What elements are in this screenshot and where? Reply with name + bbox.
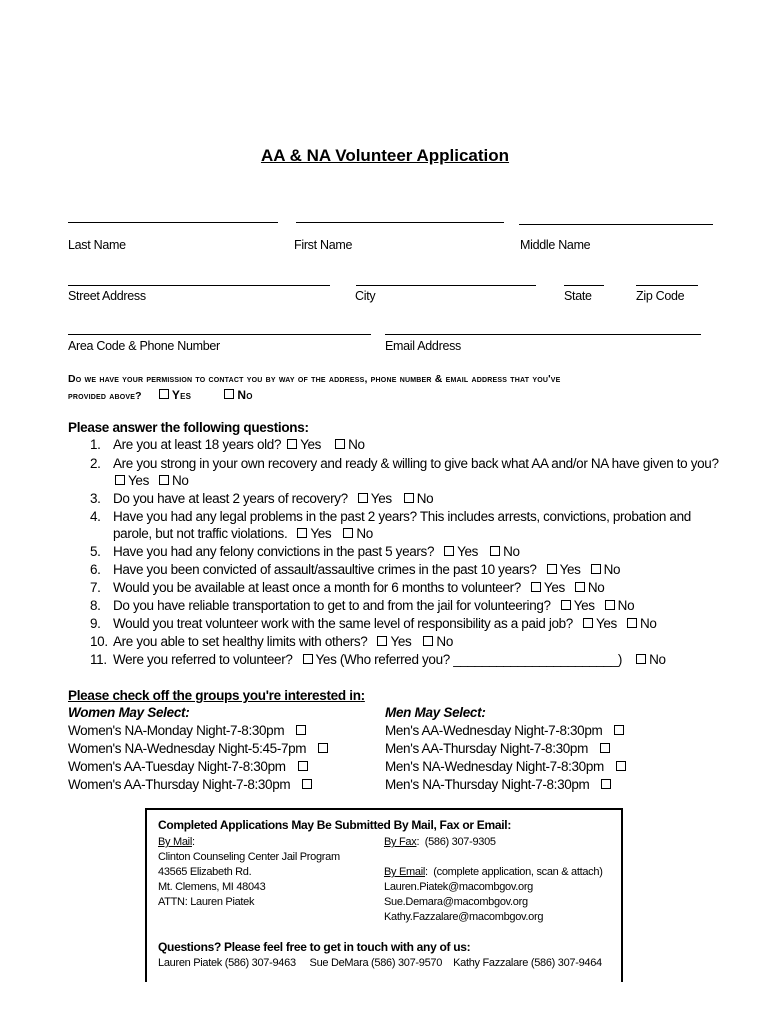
q10-yes-checkbox[interactable] [377,636,387,646]
question-text: Are you able to set healthy limits with others? [113,634,368,649]
yes-label: Yes [310,526,332,541]
q2-no-checkbox[interactable] [159,475,169,485]
question-number: 7. [90,580,101,595]
last-name-label: Last Name [68,238,126,252]
question-number: 1. [90,437,101,452]
email-link[interactable]: Kathy.Fazzalare@macombgov.org [384,911,544,923]
q5-no-checkbox[interactable] [490,546,500,556]
q1-no-checkbox[interactable] [335,439,345,449]
women-aa-tuesday-checkbox[interactable] [298,761,308,771]
women-na-monday-checkbox[interactable] [296,725,306,735]
women-group-item: Women's AA-Thursday Night-7-8:30pm [68,777,315,792]
q1-yes-checkbox[interactable] [287,439,297,449]
fax-info: By Fax: (586) 307-9305 [384,836,496,848]
q9-yes-checkbox[interactable] [583,618,593,628]
q5-yes-checkbox[interactable] [444,546,454,556]
question-text: Do you have reliable transportation to get to and from the jail for volunteering? [113,598,551,613]
fax-number: (586) 307-9305 [424,836,496,848]
question-text: Have you had any felony convictions in the past 5 years? [113,544,435,559]
question-4-continued [113,526,373,541]
men-na-wednesday-checkbox[interactable] [616,761,626,771]
yes-label: Yes [128,473,149,488]
q3-yes-checkbox[interactable] [358,493,368,503]
men-heading: Men May Select: [385,705,486,720]
mail-line: ATTN: Lauren Piatek [158,896,255,908]
no-label: No [587,580,605,595]
men-aa-thursday-checkbox[interactable] [600,743,610,753]
women-na-wednesday-checkbox[interactable] [318,743,328,753]
city-field[interactable] [356,285,536,286]
yes-label: Yes [370,491,392,506]
no-label: No [503,544,520,559]
no-label: No [348,437,365,452]
women-heading: Women May Select: [68,705,190,720]
men-aa-wednesday-checkbox[interactable] [614,725,624,735]
first-name-label: First Name [294,238,353,252]
questions-contact-heading: Questions? Please feel free to get in touch with any of us: [158,940,471,954]
submission-box [145,808,623,982]
question-text: parole, but not traffic violations. [113,526,288,541]
permission-no-checkbox[interactable] [224,389,234,399]
permission-line-1: Do we have your permission to contact you by way of the address, phone number & email address that you've [68,373,561,385]
city-label: City [355,289,376,303]
women-group-item: Women's AA-Tuesday Night-7-8:30pm [68,759,311,774]
question-10 [90,634,453,649]
no-label: No [603,562,621,577]
question-number: 9. [90,616,101,631]
question-4 [90,509,691,524]
question-1 [90,437,365,452]
no-label: No [639,616,657,631]
question-text: Are you strong in your own recovery and ready & willing to give back what AA and/or NA have given to you? [113,456,719,471]
yes-label: Yes [595,616,617,631]
question-number: 8. [90,598,101,613]
permission-line-2: provided above? [68,390,142,402]
q8-no-checkbox[interactable] [605,600,615,610]
permission-no-label: No [237,388,253,402]
zip-code-label: Zip Code [636,289,685,303]
question-5 [90,544,520,559]
mail-line: Clinton Counseling Center Jail Program [158,851,340,863]
yes-label: Yes [543,580,565,595]
q7-yes-checkbox[interactable] [531,582,541,592]
question-text: Would you treat volunteer work with the same level of responsibility as a paid job? [113,616,573,631]
email-link[interactable]: Lauren.Piatek@macombgov.org [384,881,533,893]
permission-question [68,371,718,404]
women-group-item: Women's NA-Wednesday Night-5:45-7pm [68,741,331,756]
question-3 [90,491,433,506]
questions-heading: Please answer the following questions: [68,420,309,435]
q6-yes-checkbox[interactable] [547,564,557,574]
groups-heading: Please check off the groups you're interested in: [68,688,365,703]
last-name-field[interactable] [68,222,278,223]
men-group-item: Men's NA-Thursday Night-7-8:30pm [385,777,614,792]
yes-label: Yes [559,562,581,577]
q3-no-checkbox[interactable] [404,493,414,503]
q11-yes-checkbox[interactable] [303,654,313,664]
question-text: Would you be available at least once a month for 6 months to volunteer? [113,580,521,595]
phone-field[interactable] [68,334,371,335]
mail-line: 43565 Elizabeth Rd. [158,866,252,878]
question-number: 4. [90,509,101,524]
street-address-label: Street Address [68,289,146,303]
question-2-answers [113,473,189,488]
no-label: No [649,652,666,667]
q2-yes-checkbox[interactable] [115,475,125,485]
question-number: 5. [90,544,101,559]
question-2 [90,456,719,471]
email-info: By Email: (complete application, scan & attach) [384,866,603,878]
permission-yes-checkbox[interactable] [159,389,169,399]
q7-no-checkbox[interactable] [575,582,585,592]
question-8 [90,598,634,613]
phone-label: Area Code & Phone Number [68,339,220,353]
yes-label: Yes [300,437,322,452]
question-text: Are you at least 18 years old? [113,437,282,452]
women-aa-thursday-checkbox[interactable] [302,779,312,789]
men-group-item: Men's NA-Wednesday Night-7-8:30pm [385,759,629,774]
yes-label: Yes [573,598,595,613]
email-link[interactable]: Sue.Demara@macombgov.org [384,896,528,908]
no-label: No [416,491,434,506]
state-label: State [564,289,592,303]
street-address-field[interactable] [68,285,330,286]
q11-no-checkbox[interactable] [636,654,646,664]
question-number: 3. [90,491,101,506]
question-7 [90,580,604,595]
contact-list: Lauren Piatek (586) 307-9463 Sue DeMara (586) 307-9570 Kathy Fazzalare (586) 307-9464 [158,957,602,969]
mail-label: By Mail: [158,836,195,848]
q6-no-checkbox[interactable] [591,564,601,574]
state-field[interactable] [564,285,604,286]
email-label: Email Address [385,339,461,353]
middle-name-field[interactable] [519,224,713,225]
women-group-item: Women's NA-Monday Night-7-8:30pm [68,723,309,738]
no-label: No [356,526,373,541]
question-11 [90,652,666,667]
permission-yes-label: Yes [171,388,192,402]
question-number: 2. [90,456,101,471]
mail-line: Mt. Clemens, MI 48043 [158,881,266,893]
question-9 [90,616,657,631]
zip-code-field[interactable] [636,285,698,286]
q4-no-checkbox[interactable] [343,528,353,538]
question-text: Have you been convicted of assault/assaultive crimes in the past 10 years? [113,562,537,577]
no-label: No [171,473,189,488]
men-group-item: Men's AA-Thursday Night-7-8:30pm [385,741,613,756]
question-number: 6. [90,562,101,577]
yes-label: Yes (Who referred you? _______________________) [315,652,623,667]
question-text: Have you had any legal problems in the past 2 years? This includes arrests, convictions, probation and [113,509,691,524]
men-group-item: Men's AA-Wednesday Night-7-8:30pm [385,723,627,738]
question-number: 10. [90,634,108,649]
yes-label: Yes [457,544,479,559]
submission-heading: Completed Applications May Be Submitted By Mail, Fax or Email: [158,818,512,832]
email-field[interactable] [385,334,701,335]
q9-no-checkbox[interactable] [627,618,637,628]
q4-yes-checkbox[interactable] [297,528,307,538]
middle-name-label: Middle Name [520,238,591,252]
page-title: AA & NA Volunteer Application [260,146,510,165]
question-6 [90,562,620,577]
q10-no-checkbox[interactable] [423,636,433,646]
q8-yes-checkbox[interactable] [561,600,571,610]
men-na-thursday-checkbox[interactable] [601,779,611,789]
no-label: No [436,634,453,649]
first-name-field[interactable] [296,222,504,223]
yes-label: Yes [390,634,412,649]
question-number: 11. [90,652,107,667]
question-text: Do you have at least 2 years of recovery? [113,491,348,506]
question-text: Were you referred to volunteer? [113,652,293,667]
no-label: No [617,598,635,613]
